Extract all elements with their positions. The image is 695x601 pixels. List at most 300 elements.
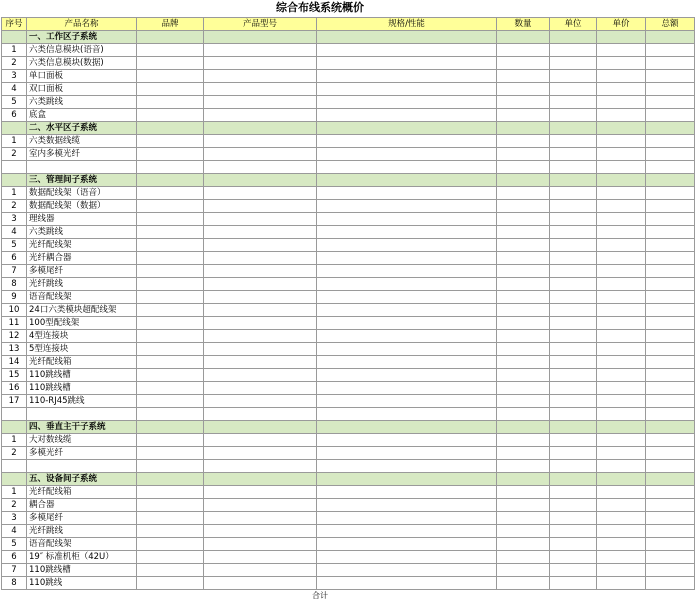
cell-unit[interactable] bbox=[550, 499, 597, 512]
cell-spec[interactable] bbox=[317, 395, 497, 408]
cell-price[interactable] bbox=[597, 265, 646, 278]
cell-amount[interactable] bbox=[646, 330, 695, 343]
cell-unit[interactable] bbox=[550, 239, 597, 252]
cell-model[interactable] bbox=[204, 330, 317, 343]
cell-brand[interactable] bbox=[137, 356, 204, 369]
cell-seq[interactable] bbox=[2, 421, 27, 434]
cell-spec[interactable] bbox=[317, 512, 497, 525]
cell-seq[interactable] bbox=[2, 460, 27, 473]
cell-brand[interactable] bbox=[137, 343, 204, 356]
cell-price[interactable] bbox=[597, 343, 646, 356]
cell-brand[interactable] bbox=[137, 395, 204, 408]
cell-name[interactable]: 语音配线架 bbox=[27, 291, 137, 304]
cell-qty[interactable] bbox=[497, 512, 550, 525]
cell-spec[interactable] bbox=[317, 31, 497, 44]
cell-brand[interactable] bbox=[137, 538, 204, 551]
cell-name[interactable]: 多模尾纤 bbox=[27, 265, 137, 278]
cell-unit[interactable] bbox=[550, 538, 597, 551]
cell-model[interactable] bbox=[204, 57, 317, 70]
cell-brand[interactable] bbox=[137, 213, 204, 226]
cell-unit[interactable] bbox=[550, 434, 597, 447]
cell-amount[interactable] bbox=[646, 148, 695, 161]
cell-name[interactable]: 二、水平区子系统 bbox=[27, 122, 137, 135]
cell-brand[interactable] bbox=[137, 31, 204, 44]
cell-model[interactable] bbox=[204, 356, 317, 369]
cell-name[interactable]: 双口面板 bbox=[27, 83, 137, 96]
cell-model[interactable] bbox=[204, 200, 317, 213]
cell-price[interactable] bbox=[597, 239, 646, 252]
cell-seq[interactable]: 7 bbox=[2, 564, 27, 577]
cell-seq[interactable]: 15 bbox=[2, 369, 27, 382]
cell-seq[interactable] bbox=[2, 122, 27, 135]
cell-amount[interactable] bbox=[646, 317, 695, 330]
cell-qty[interactable] bbox=[497, 135, 550, 148]
cell-amount[interactable] bbox=[646, 291, 695, 304]
cell-amount[interactable] bbox=[646, 96, 695, 109]
cell-price[interactable] bbox=[597, 70, 646, 83]
cell-model[interactable] bbox=[204, 265, 317, 278]
cell-qty[interactable] bbox=[497, 122, 550, 135]
cell-spec[interactable] bbox=[317, 122, 497, 135]
cell-qty[interactable] bbox=[497, 486, 550, 499]
cell-amount[interactable] bbox=[646, 499, 695, 512]
cell-price[interactable] bbox=[597, 96, 646, 109]
cell-model[interactable] bbox=[204, 447, 317, 460]
cell-amount[interactable] bbox=[646, 577, 695, 590]
cell-seq[interactable]: 1 bbox=[2, 187, 27, 200]
cell-amount[interactable] bbox=[646, 421, 695, 434]
cell-spec[interactable] bbox=[317, 343, 497, 356]
cell-spec[interactable] bbox=[317, 551, 497, 564]
cell-brand[interactable] bbox=[137, 187, 204, 200]
cell-qty[interactable] bbox=[497, 330, 550, 343]
cell-name[interactable]: 五、设备间子系统 bbox=[27, 473, 137, 486]
cell-seq[interactable]: 9 bbox=[2, 291, 27, 304]
cell-spec[interactable] bbox=[317, 187, 497, 200]
cell-amount[interactable] bbox=[646, 31, 695, 44]
cell-price[interactable] bbox=[597, 57, 646, 70]
cell-amount[interactable] bbox=[646, 57, 695, 70]
cell-name[interactable]: 三、管理间子系统 bbox=[27, 174, 137, 187]
cell-brand[interactable] bbox=[137, 161, 204, 174]
cell-seq[interactable]: 2 bbox=[2, 499, 27, 512]
cell-spec[interactable] bbox=[317, 148, 497, 161]
cell-model[interactable] bbox=[204, 291, 317, 304]
cell-qty[interactable] bbox=[497, 239, 550, 252]
cell-brand[interactable] bbox=[137, 200, 204, 213]
cell-seq[interactable]: 1 bbox=[2, 486, 27, 499]
cell-spec[interactable] bbox=[317, 109, 497, 122]
cell-model[interactable] bbox=[204, 161, 317, 174]
cell-spec[interactable] bbox=[317, 135, 497, 148]
cell-brand[interactable] bbox=[137, 382, 204, 395]
cell-price[interactable] bbox=[597, 460, 646, 473]
cell-spec[interactable] bbox=[317, 304, 497, 317]
cell-spec[interactable] bbox=[317, 538, 497, 551]
cell-spec[interactable] bbox=[317, 408, 497, 421]
cell-brand[interactable] bbox=[137, 525, 204, 538]
cell-unit[interactable] bbox=[550, 265, 597, 278]
cell-price[interactable] bbox=[597, 538, 646, 551]
cell-spec[interactable] bbox=[317, 174, 497, 187]
cell-unit[interactable] bbox=[550, 317, 597, 330]
cell-unit[interactable] bbox=[550, 200, 597, 213]
cell-spec[interactable] bbox=[317, 473, 497, 486]
cell-name[interactable]: 单口面板 bbox=[27, 70, 137, 83]
cell-price[interactable] bbox=[597, 304, 646, 317]
cell-spec[interactable] bbox=[317, 239, 497, 252]
cell-model[interactable] bbox=[204, 278, 317, 291]
cell-brand[interactable] bbox=[137, 109, 204, 122]
cell-unit[interactable] bbox=[550, 460, 597, 473]
cell-amount[interactable] bbox=[646, 434, 695, 447]
cell-brand[interactable] bbox=[137, 291, 204, 304]
cell-amount[interactable] bbox=[646, 174, 695, 187]
cell-unit[interactable] bbox=[550, 421, 597, 434]
cell-amount[interactable] bbox=[646, 109, 695, 122]
cell-seq[interactable]: 1 bbox=[2, 44, 27, 57]
cell-brand[interactable] bbox=[137, 135, 204, 148]
cell-price[interactable] bbox=[597, 499, 646, 512]
cell-qty[interactable] bbox=[497, 343, 550, 356]
cell-model[interactable] bbox=[204, 31, 317, 44]
cell-unit[interactable] bbox=[550, 174, 597, 187]
cell-name[interactable]: 110跳线槽 bbox=[27, 564, 137, 577]
cell-model[interactable] bbox=[204, 135, 317, 148]
cell-name[interactable]: 光纤配线箱 bbox=[27, 356, 137, 369]
cell-brand[interactable] bbox=[137, 512, 204, 525]
cell-amount[interactable] bbox=[646, 213, 695, 226]
cell-amount[interactable] bbox=[646, 356, 695, 369]
cell-amount[interactable] bbox=[646, 538, 695, 551]
cell-brand[interactable] bbox=[137, 252, 204, 265]
cell-model[interactable] bbox=[204, 96, 317, 109]
cell-unit[interactable] bbox=[550, 369, 597, 382]
cell-price[interactable] bbox=[597, 447, 646, 460]
cell-name[interactable]: 5型连接块 bbox=[27, 343, 137, 356]
cell-seq[interactable] bbox=[2, 161, 27, 174]
cell-spec[interactable] bbox=[317, 434, 497, 447]
cell-brand[interactable] bbox=[137, 96, 204, 109]
cell-unit[interactable] bbox=[550, 408, 597, 421]
cell-seq[interactable]: 14 bbox=[2, 356, 27, 369]
cell-amount[interactable] bbox=[646, 343, 695, 356]
cell-model[interactable] bbox=[204, 239, 317, 252]
cell-price[interactable] bbox=[597, 551, 646, 564]
cell-model[interactable] bbox=[204, 226, 317, 239]
cell-name[interactable]: 多模光纤 bbox=[27, 447, 137, 460]
cell-brand[interactable] bbox=[137, 304, 204, 317]
cell-unit[interactable] bbox=[550, 70, 597, 83]
cell-model[interactable] bbox=[204, 369, 317, 382]
cell-unit[interactable] bbox=[550, 31, 597, 44]
cell-qty[interactable] bbox=[497, 304, 550, 317]
cell-unit[interactable] bbox=[550, 525, 597, 538]
cell-amount[interactable] bbox=[646, 161, 695, 174]
cell-model[interactable] bbox=[204, 213, 317, 226]
cell-amount[interactable] bbox=[646, 408, 695, 421]
cell-model[interactable] bbox=[204, 577, 317, 590]
cell-qty[interactable] bbox=[497, 421, 550, 434]
cell-price[interactable] bbox=[597, 356, 646, 369]
cell-model[interactable] bbox=[204, 382, 317, 395]
cell-seq[interactable]: 2 bbox=[2, 447, 27, 460]
cell-spec[interactable] bbox=[317, 421, 497, 434]
cell-price[interactable] bbox=[597, 395, 646, 408]
cell-brand[interactable] bbox=[137, 369, 204, 382]
cell-qty[interactable] bbox=[497, 525, 550, 538]
cell-spec[interactable] bbox=[317, 265, 497, 278]
cell-amount[interactable] bbox=[646, 278, 695, 291]
cell-seq[interactable] bbox=[2, 174, 27, 187]
cell-qty[interactable] bbox=[497, 473, 550, 486]
cell-unit[interactable] bbox=[550, 473, 597, 486]
cell-price[interactable] bbox=[597, 577, 646, 590]
cell-unit[interactable] bbox=[550, 109, 597, 122]
cell-spec[interactable] bbox=[317, 564, 497, 577]
cell-spec[interactable] bbox=[317, 447, 497, 460]
cell-model[interactable] bbox=[204, 304, 317, 317]
cell-unit[interactable] bbox=[550, 382, 597, 395]
cell-seq[interactable]: 3 bbox=[2, 70, 27, 83]
cell-model[interactable] bbox=[204, 317, 317, 330]
cell-amount[interactable] bbox=[646, 265, 695, 278]
cell-price[interactable] bbox=[597, 83, 646, 96]
cell-model[interactable] bbox=[204, 395, 317, 408]
cell-brand[interactable] bbox=[137, 486, 204, 499]
cell-qty[interactable] bbox=[497, 213, 550, 226]
cell-qty[interactable] bbox=[497, 57, 550, 70]
cell-seq[interactable]: 6 bbox=[2, 109, 27, 122]
cell-amount[interactable] bbox=[646, 226, 695, 239]
cell-spec[interactable] bbox=[317, 460, 497, 473]
cell-name[interactable]: 100型配线架 bbox=[27, 317, 137, 330]
cell-seq[interactable]: 10 bbox=[2, 304, 27, 317]
cell-unit[interactable] bbox=[550, 447, 597, 460]
cell-seq[interactable] bbox=[2, 31, 27, 44]
cell-seq[interactable]: 13 bbox=[2, 343, 27, 356]
cell-name[interactable]: 数据配线架（数据） bbox=[27, 200, 137, 213]
cell-name[interactable] bbox=[27, 408, 137, 421]
cell-seq[interactable]: 3 bbox=[2, 213, 27, 226]
cell-seq[interactable]: 11 bbox=[2, 317, 27, 330]
cell-model[interactable] bbox=[204, 551, 317, 564]
cell-seq[interactable]: 1 bbox=[2, 434, 27, 447]
cell-seq[interactable]: 2 bbox=[2, 57, 27, 70]
cell-price[interactable] bbox=[597, 564, 646, 577]
cell-qty[interactable] bbox=[497, 174, 550, 187]
cell-name[interactable]: 六类信息模块(语音) bbox=[27, 44, 137, 57]
cell-price[interactable] bbox=[597, 226, 646, 239]
cell-seq[interactable]: 17 bbox=[2, 395, 27, 408]
cell-unit[interactable] bbox=[550, 304, 597, 317]
cell-qty[interactable] bbox=[497, 382, 550, 395]
cell-amount[interactable] bbox=[646, 187, 695, 200]
cell-price[interactable] bbox=[597, 109, 646, 122]
cell-qty[interactable] bbox=[497, 161, 550, 174]
cell-seq[interactable] bbox=[2, 408, 27, 421]
cell-model[interactable] bbox=[204, 109, 317, 122]
cell-price[interactable] bbox=[597, 473, 646, 486]
cell-name[interactable]: 六类跳线 bbox=[27, 96, 137, 109]
cell-unit[interactable] bbox=[550, 512, 597, 525]
cell-seq[interactable]: 2 bbox=[2, 148, 27, 161]
cell-spec[interactable] bbox=[317, 96, 497, 109]
cell-amount[interactable] bbox=[646, 447, 695, 460]
cell-brand[interactable] bbox=[137, 317, 204, 330]
cell-seq[interactable]: 6 bbox=[2, 252, 27, 265]
cell-name[interactable]: 六类跳线 bbox=[27, 226, 137, 239]
cell-qty[interactable] bbox=[497, 564, 550, 577]
cell-price[interactable] bbox=[597, 200, 646, 213]
cell-spec[interactable] bbox=[317, 252, 497, 265]
cell-unit[interactable] bbox=[550, 187, 597, 200]
cell-brand[interactable] bbox=[137, 174, 204, 187]
cell-brand[interactable] bbox=[137, 434, 204, 447]
cell-name[interactable]: 110跳线槽 bbox=[27, 382, 137, 395]
cell-model[interactable] bbox=[204, 44, 317, 57]
cell-price[interactable] bbox=[597, 330, 646, 343]
cell-brand[interactable] bbox=[137, 148, 204, 161]
cell-qty[interactable] bbox=[497, 551, 550, 564]
cell-qty[interactable] bbox=[497, 577, 550, 590]
cell-amount[interactable] bbox=[646, 525, 695, 538]
cell-name[interactable]: 语音配线架 bbox=[27, 538, 137, 551]
cell-amount[interactable] bbox=[646, 395, 695, 408]
cell-model[interactable] bbox=[204, 70, 317, 83]
cell-name[interactable]: 耦合器 bbox=[27, 499, 137, 512]
cell-brand[interactable] bbox=[137, 122, 204, 135]
cell-price[interactable] bbox=[597, 291, 646, 304]
cell-unit[interactable] bbox=[550, 148, 597, 161]
cell-name[interactable]: 底盒 bbox=[27, 109, 137, 122]
cell-unit[interactable] bbox=[550, 356, 597, 369]
cell-price[interactable] bbox=[597, 434, 646, 447]
cell-spec[interactable] bbox=[317, 291, 497, 304]
cell-unit[interactable] bbox=[550, 83, 597, 96]
cell-qty[interactable] bbox=[497, 278, 550, 291]
cell-price[interactable] bbox=[597, 421, 646, 434]
cell-spec[interactable] bbox=[317, 83, 497, 96]
cell-model[interactable] bbox=[204, 252, 317, 265]
cell-unit[interactable] bbox=[550, 161, 597, 174]
cell-spec[interactable] bbox=[317, 161, 497, 174]
cell-spec[interactable] bbox=[317, 200, 497, 213]
cell-qty[interactable] bbox=[497, 252, 550, 265]
cell-name[interactable]: 110跳线槽 bbox=[27, 369, 137, 382]
cell-model[interactable] bbox=[204, 538, 317, 551]
cell-model[interactable] bbox=[204, 512, 317, 525]
cell-amount[interactable] bbox=[646, 200, 695, 213]
cell-name[interactable]: 四、垂直主干子系统 bbox=[27, 421, 137, 434]
cell-qty[interactable] bbox=[497, 447, 550, 460]
cell-model[interactable] bbox=[204, 187, 317, 200]
cell-seq[interactable]: 12 bbox=[2, 330, 27, 343]
cell-model[interactable] bbox=[204, 148, 317, 161]
cell-name[interactable]: 多模尾纤 bbox=[27, 512, 137, 525]
cell-amount[interactable] bbox=[646, 304, 695, 317]
cell-brand[interactable] bbox=[137, 44, 204, 57]
cell-amount[interactable] bbox=[646, 473, 695, 486]
cell-amount[interactable] bbox=[646, 564, 695, 577]
cell-price[interactable] bbox=[597, 187, 646, 200]
cell-name[interactable]: 六类数据线缆 bbox=[27, 135, 137, 148]
cell-brand[interactable] bbox=[137, 265, 204, 278]
cell-unit[interactable] bbox=[550, 44, 597, 57]
cell-price[interactable] bbox=[597, 135, 646, 148]
cell-price[interactable] bbox=[597, 31, 646, 44]
cell-name[interactable]: 一、工作区子系统 bbox=[27, 31, 137, 44]
cell-seq[interactable]: 1 bbox=[2, 135, 27, 148]
cell-unit[interactable] bbox=[550, 226, 597, 239]
cell-spec[interactable] bbox=[317, 70, 497, 83]
cell-brand[interactable] bbox=[137, 70, 204, 83]
cell-model[interactable] bbox=[204, 343, 317, 356]
cell-name[interactable]: 光纤跳线 bbox=[27, 278, 137, 291]
cell-qty[interactable] bbox=[497, 96, 550, 109]
cell-price[interactable] bbox=[597, 161, 646, 174]
cell-spec[interactable] bbox=[317, 213, 497, 226]
cell-seq[interactable]: 2 bbox=[2, 200, 27, 213]
cell-qty[interactable] bbox=[497, 499, 550, 512]
cell-qty[interactable] bbox=[497, 148, 550, 161]
cell-name[interactable]: 110-RJ45跳线 bbox=[27, 395, 137, 408]
cell-qty[interactable] bbox=[497, 460, 550, 473]
cell-brand[interactable] bbox=[137, 421, 204, 434]
cell-qty[interactable] bbox=[497, 83, 550, 96]
cell-spec[interactable] bbox=[317, 525, 497, 538]
cell-spec[interactable] bbox=[317, 44, 497, 57]
cell-brand[interactable] bbox=[137, 551, 204, 564]
cell-model[interactable] bbox=[204, 473, 317, 486]
cell-spec[interactable] bbox=[317, 499, 497, 512]
cell-price[interactable] bbox=[597, 278, 646, 291]
cell-seq[interactable]: 4 bbox=[2, 226, 27, 239]
cell-unit[interactable] bbox=[550, 330, 597, 343]
cell-seq[interactable]: 6 bbox=[2, 551, 27, 564]
cell-price[interactable] bbox=[597, 382, 646, 395]
cell-qty[interactable] bbox=[497, 356, 550, 369]
cell-model[interactable] bbox=[204, 486, 317, 499]
cell-name[interactable]: 室内多模光纤 bbox=[27, 148, 137, 161]
cell-amount[interactable] bbox=[646, 460, 695, 473]
cell-seq[interactable]: 8 bbox=[2, 577, 27, 590]
cell-amount[interactable] bbox=[646, 44, 695, 57]
cell-model[interactable] bbox=[204, 83, 317, 96]
cell-qty[interactable] bbox=[497, 70, 550, 83]
cell-spec[interactable] bbox=[317, 226, 497, 239]
cell-amount[interactable] bbox=[646, 83, 695, 96]
cell-brand[interactable] bbox=[137, 226, 204, 239]
cell-name[interactable]: 19″ 标准机柜（42U） bbox=[27, 551, 137, 564]
cell-spec[interactable] bbox=[317, 369, 497, 382]
cell-seq[interactable]: 16 bbox=[2, 382, 27, 395]
cell-unit[interactable] bbox=[550, 96, 597, 109]
cell-price[interactable] bbox=[597, 317, 646, 330]
cell-unit[interactable] bbox=[550, 343, 597, 356]
cell-name[interactable]: 光纤配线架 bbox=[27, 239, 137, 252]
cell-amount[interactable] bbox=[646, 369, 695, 382]
cell-name[interactable]: 光纤跳线 bbox=[27, 525, 137, 538]
cell-brand[interactable] bbox=[137, 564, 204, 577]
cell-amount[interactable] bbox=[646, 239, 695, 252]
cell-price[interactable] bbox=[597, 44, 646, 57]
cell-qty[interactable] bbox=[497, 395, 550, 408]
cell-price[interactable] bbox=[597, 122, 646, 135]
cell-seq[interactable]: 5 bbox=[2, 538, 27, 551]
cell-unit[interactable] bbox=[550, 551, 597, 564]
cell-model[interactable] bbox=[204, 408, 317, 421]
